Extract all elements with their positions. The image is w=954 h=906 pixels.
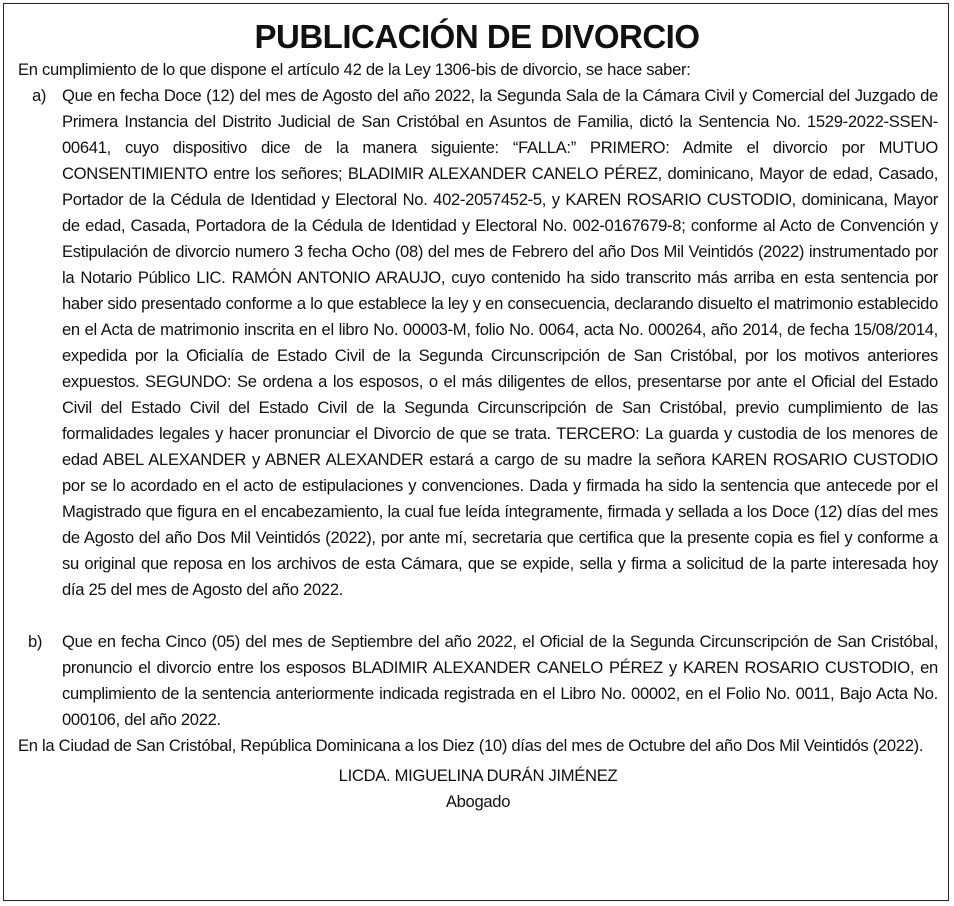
item-text: Que en fecha Doce (12) del mes de Agosto del año 2022, la Segunda Sala de la Cámara Civil y Comercial del Juzgado de Primera Instancia del Distrito Judicial de San Cristóbal en Asuntos de Familia, dictó la Sentencia No. 1529-2022-SSEN-00641, cuyo dispositivo dice de la manera siguiente: “FALLA:” PRIMERO: Admite el divorcio por MUTUO CONSENTIMIENTO entre los señores; BLADIMIR ALEXANDER CANELO PÉREZ, dominicano, Mayor de edad, Casado, Portador de la Cédula de Identidad y Electoral No. 402-2057452-5, y KAREN ROSARIO CUSTODIO, dominicana, Mayor de edad, Casada, Portadora de la Cédula de Identidad y Electoral No. 002-0167679-8; conforme al Acto de Convención y Estipulación de divorcio numero 3 fecha Ocho (08) del mes de Febrero del año Dos Mil Veintidós (2022) instrumentado por la Notario Público LIC. RAMÓN ANTONIO ARAUJO, cuyo contenido ha sido transcrito más arriba en esta sentencia por haber sido presentado conforme a lo que establece la ley y en consecuencia, declarando disuelto el matrimonio establecido en el Acta de matrimonio inscrita en el libro No. 00003-M, folio No. 0064, acta No. 000264, año 2014, de fecha 15/08/2014, expedida por la Oficialía de Estado Civil de la Segunda Circunscripción de San Cristóbal, por los motivos anteriores expuestos. SEGUNDO: Se ordena a los esposos, o el más diligentes de ellos, presentarse por ante el Oficial del Estado Civil del Estado Civil del Estado Civil de la Segunda Circunscripción de San Cristóbal, previo cumplimiento de las formalidades legales y hacer pronunciar el Divorcio de que se trata. TERCERO: La guarda y custodia de los menores de edad ABEL ALEXANDER y ABNER ALEXANDER estará a cargo de su madre la señora KAREN ROSARIO CUSTODIO por se lo acordado en el acto de estipulaciones y convenciones. Dada y firmada ha sido la sentencia que antecede por el Magistrado que figura en el encabezamiento, la cual fue leída íntegramente, firmada y sellada a los Doce (12) días del mes de Agosto del año Dos Mil Veintidós (2022), por ante mí, secretaria que certifica que la presente copia es fiel y conforme a su original que reposa en los archivos de esta Cámara, que se expide, sella y firma a solicitud de la parte interesada hoy día 25 del mes de Agosto del año 2022. [62, 86, 938, 599]
item-marker: b) [28, 632, 43, 651]
signature-block [18, 763, 938, 815]
signature-name: LICDA. MIGUELINA DURÁN JIMÉNEZ [338, 766, 618, 785]
list-item-a [18, 83, 938, 603]
signature-role: Abogado [445, 792, 511, 811]
item-marker: a) [32, 86, 47, 105]
list-item-b [18, 629, 938, 733]
closing-paragraph: En la Ciudad de San Cristóbal, República Dominicana a los Diez (10) días del mes de Octubre del año Dos Mil Veintidós (2022). [18, 736, 924, 755]
notice-title: PUBLICACIÓN DE DIVORCIO [254, 18, 700, 55]
notice-body [18, 57, 938, 815]
intro-paragraph: En cumplimiento de lo que dispone el artículo 42 de la Ley 1306-bis de divorcio, se hace saber: [18, 60, 691, 79]
spacer [18, 603, 938, 629]
item-text: Que en fecha Cinco (05) del mes de Septiembre del año 2022, el Oficial de la Segunda Circunscripción de San Cristóbal, pronuncio el divorcio entre los esposos BLADIMIR ALEXANDER CANELO PÉREZ y KAREN ROSARIO CUSTODIO, en cumplimiento de la sentencia anteriormente indicada registrada en el Libro No. 00002, en el Folio No. 0011, Bajo Acta No. 000106, del año 2022. [62, 632, 938, 729]
